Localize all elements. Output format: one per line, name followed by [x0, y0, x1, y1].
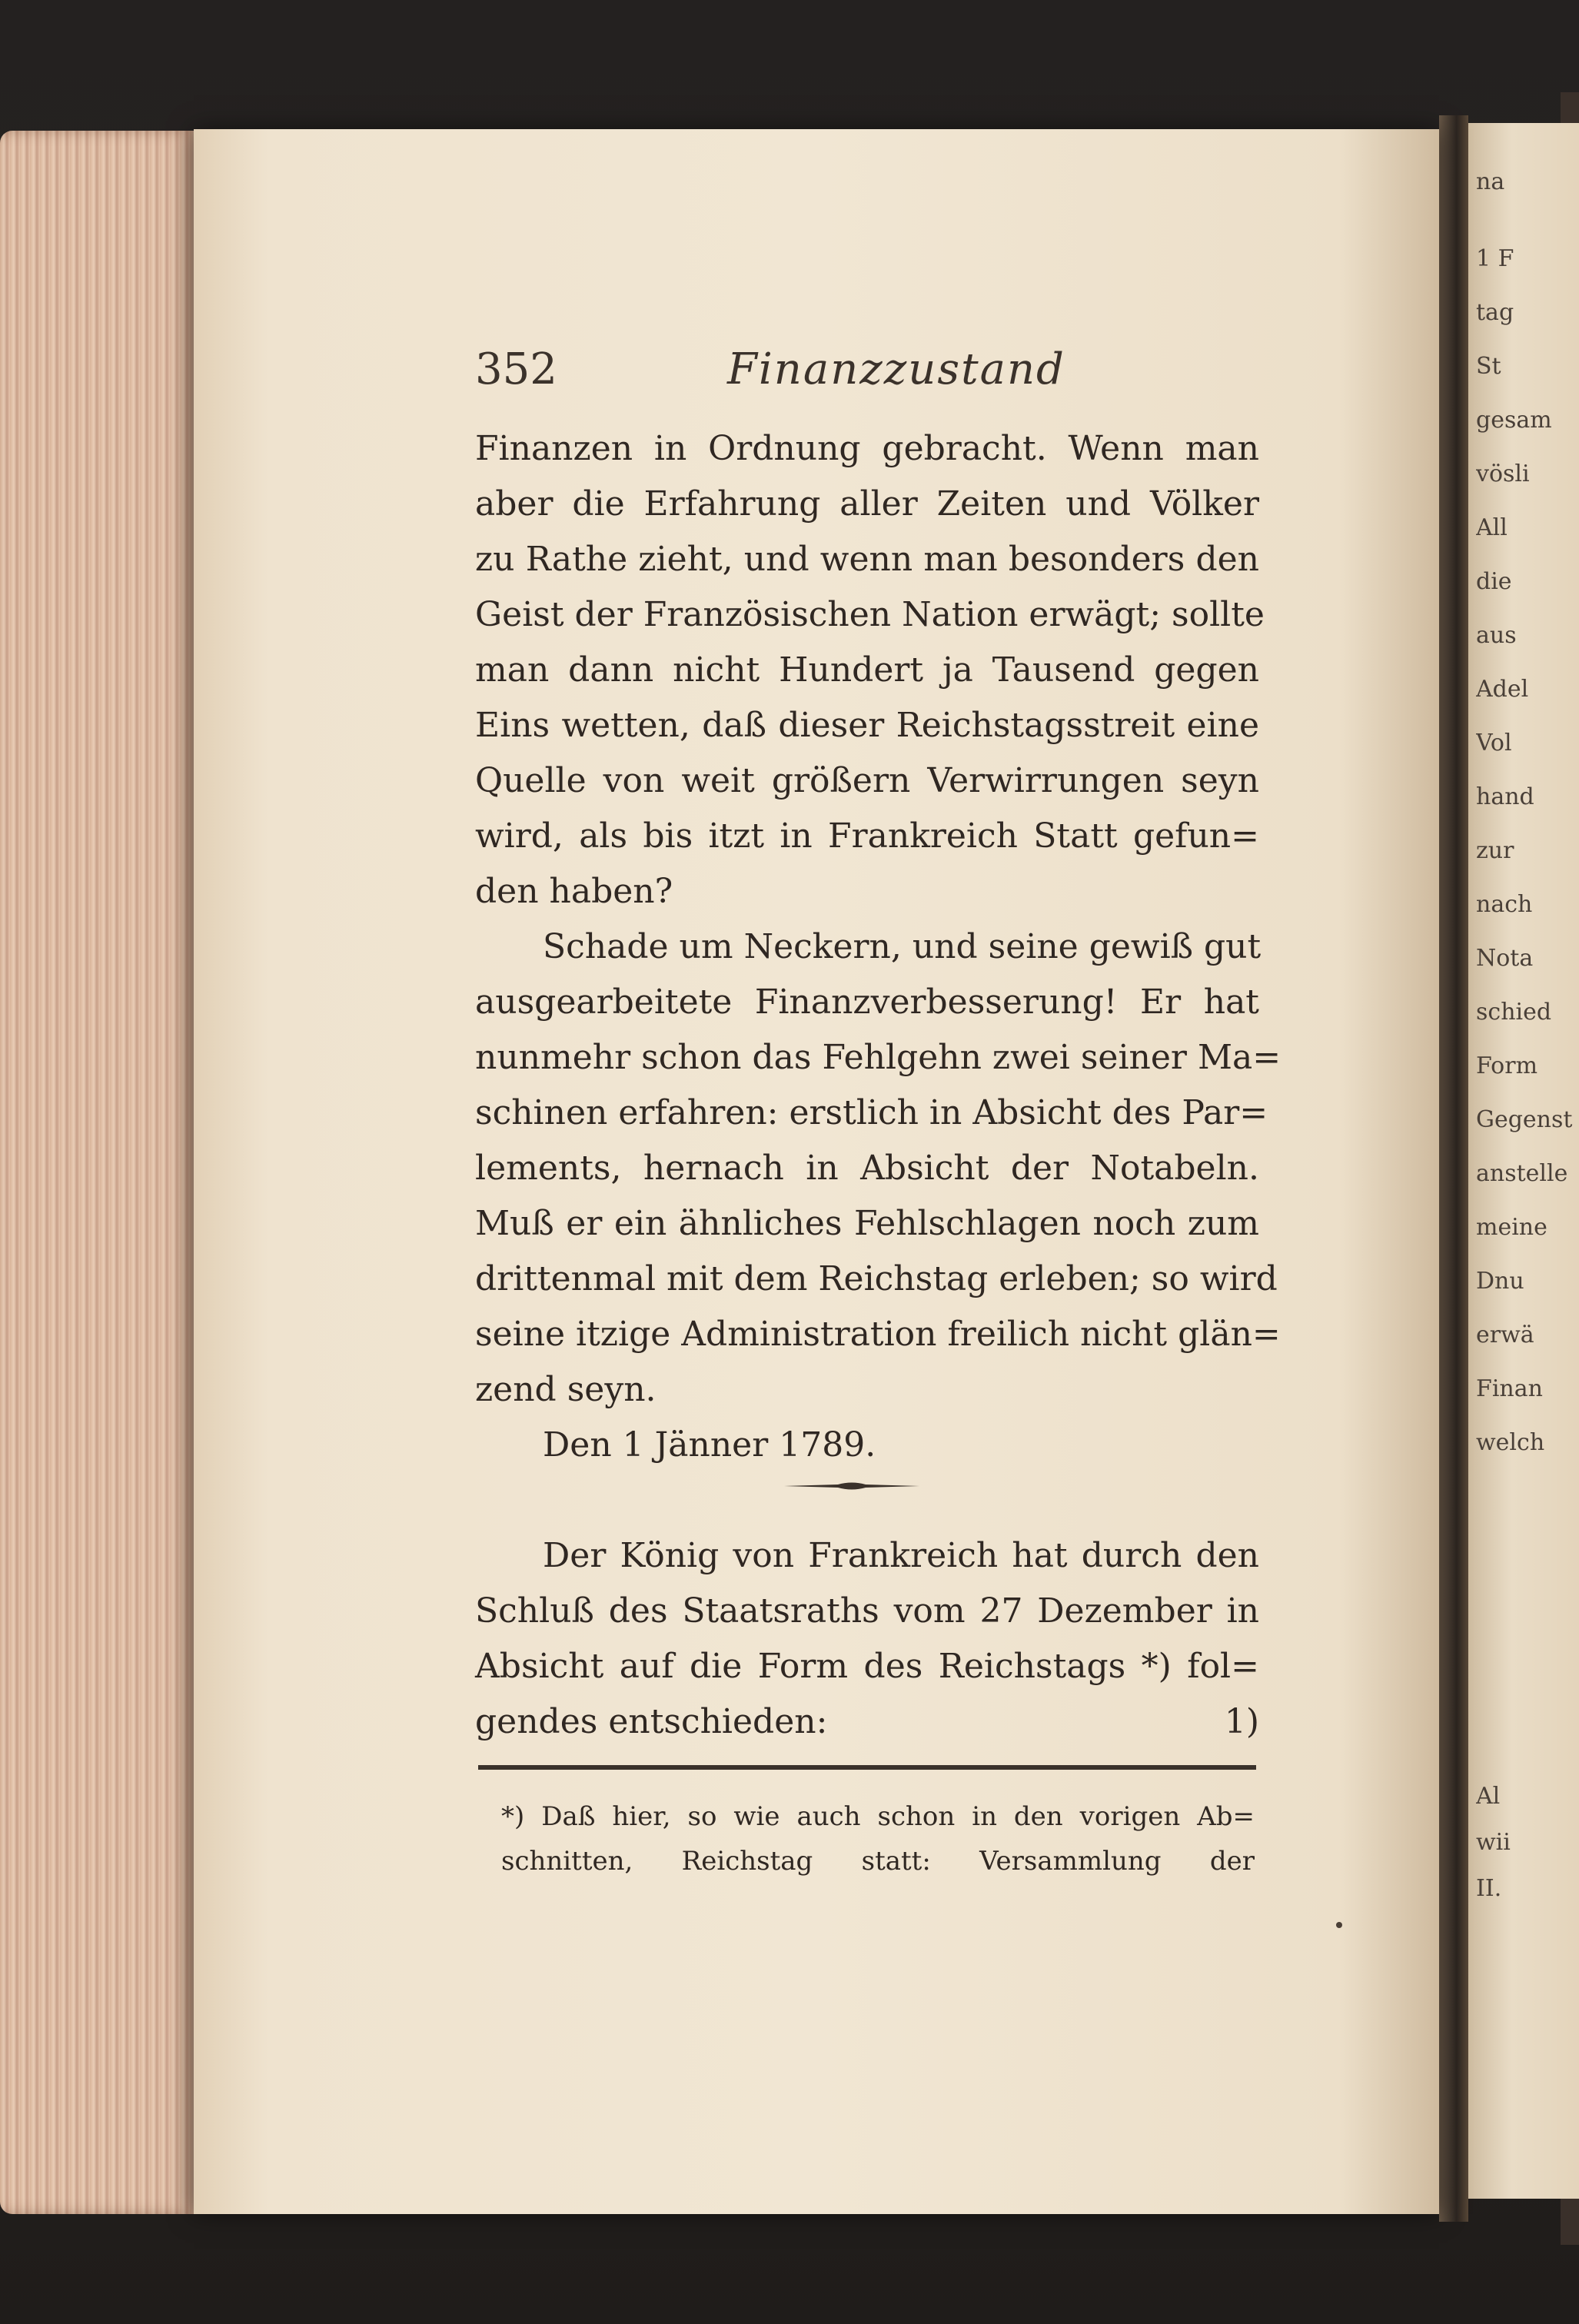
text-line: drittenmal mit dem Reichstag erleben; so wird — [475, 1259, 1278, 1298]
text-line: den haben? — [475, 872, 673, 911]
facing-fragment: welch — [1476, 1430, 1545, 1456]
footnote — [501, 1794, 1255, 1883]
footnote-line: schnitten, Reichstag statt: Versammlung der — [501, 1846, 1255, 1877]
facing-fragment: schied — [1476, 999, 1552, 1026]
book-gutter — [1439, 115, 1468, 2222]
dateline: Den 1 Jänner 1789. — [543, 1425, 876, 1465]
text-line: man dann nicht Hundert ja Tausend gegen — [475, 650, 1259, 690]
facing-fragment: erwä — [1476, 1322, 1534, 1348]
text-line: zend seyn. — [475, 1370, 657, 1409]
text-line: Absicht auf die Form des Reichstags *) fol= — [475, 1647, 1259, 1686]
page-edges — [0, 131, 194, 2214]
facing-fragment: II. — [1476, 1876, 1502, 1902]
text-line: Eins wetten, daß dieser Reichstagsstreit eine — [475, 706, 1259, 745]
facing-fragment: Dnu — [1476, 1268, 1524, 1295]
facing-page — [1467, 123, 1579, 2199]
text-line-with-catchword — [475, 1694, 1259, 1750]
footnote-line: *) Daß hier, so wie auch schon in den vorigen Ab= — [501, 1801, 1255, 1832]
facing-fragment: Al — [1476, 1784, 1501, 1810]
text-line: Quelle von weit größern Verwirrungen seyn — [475, 761, 1259, 800]
facing-fragment: Nota — [1476, 946, 1534, 972]
ink-spot — [1336, 1922, 1342, 1928]
catchword: 1) — [1224, 1702, 1259, 1741]
facing-fragment: na — [1476, 169, 1505, 195]
facing-fragment: All — [1476, 515, 1508, 541]
footnote-rule — [478, 1765, 1256, 1770]
text-line: ausgearbeitete Finanzverbesserung! Er hat — [475, 982, 1259, 1022]
text-line: Muß er ein ähnliches Fehlschlagen noch zum — [475, 1204, 1259, 1243]
text-line: Der König von Frankreich hat durch den — [543, 1536, 1259, 1575]
text-line: wird, als bis itzt in Frankreich Statt gefun= — [475, 816, 1259, 856]
facing-fragment: meine — [1476, 1215, 1547, 1241]
section-divider — [784, 1481, 919, 1491]
text-line: gendes entschieden: — [475, 1702, 828, 1741]
facing-fragment: Adel — [1476, 677, 1529, 703]
facing-fragment: gesam — [1476, 407, 1552, 434]
facing-fragment: St — [1476, 354, 1501, 380]
facing-fragment: tag — [1476, 300, 1514, 326]
facing-fragment: nach — [1476, 892, 1533, 918]
text-line: zu Rathe zieht, und wenn man besonders den — [475, 540, 1259, 579]
facing-fragment: Vol — [1476, 730, 1512, 756]
facing-fragment: die — [1476, 569, 1512, 595]
text-line: Schade um Neckern, und seine gewiß gut — [543, 927, 1262, 966]
facing-fragment: Form — [1476, 1053, 1538, 1079]
running-head: Finanzzustand — [727, 344, 1065, 394]
facing-fragment: wii — [1476, 1830, 1511, 1856]
text-line: nunmehr schon das Fehlgehn zwei seiner Ma= — [475, 1038, 1281, 1077]
text-line: schinen erfahren: erstlich in Absicht des Par= — [475, 1093, 1268, 1132]
text-line: aber die Erfahrung aller Zeiten und Völker — [475, 484, 1259, 524]
text-line: seine itzige Administration freilich nicht glän= — [475, 1315, 1281, 1354]
facing-fragment: 1 F — [1476, 246, 1514, 272]
facing-fragment: Gegenst — [1476, 1107, 1573, 1133]
page-header — [475, 344, 1244, 406]
facing-fragment: anstelle — [1476, 1161, 1568, 1187]
text-line: Finanzen in Ordnung gebracht. Wenn man — [475, 429, 1259, 468]
page-number: 352 — [475, 344, 557, 394]
text-line: lements, hernach in Absicht der Notabeln. — [475, 1149, 1259, 1188]
text-line: Schluß des Staatsraths vom 27 Dezember in — [475, 1591, 1259, 1631]
text-line: Geist der Französischen Nation erwägt; sollte — [475, 595, 1265, 634]
facing-fragment: zur — [1476, 838, 1514, 864]
body-text — [475, 421, 1281, 1750]
facing-fragment: Finan — [1476, 1376, 1543, 1402]
facing-fragment: vösli — [1476, 461, 1530, 487]
facing-fragment: hand — [1476, 784, 1534, 810]
facing-fragment: aus — [1476, 623, 1517, 649]
